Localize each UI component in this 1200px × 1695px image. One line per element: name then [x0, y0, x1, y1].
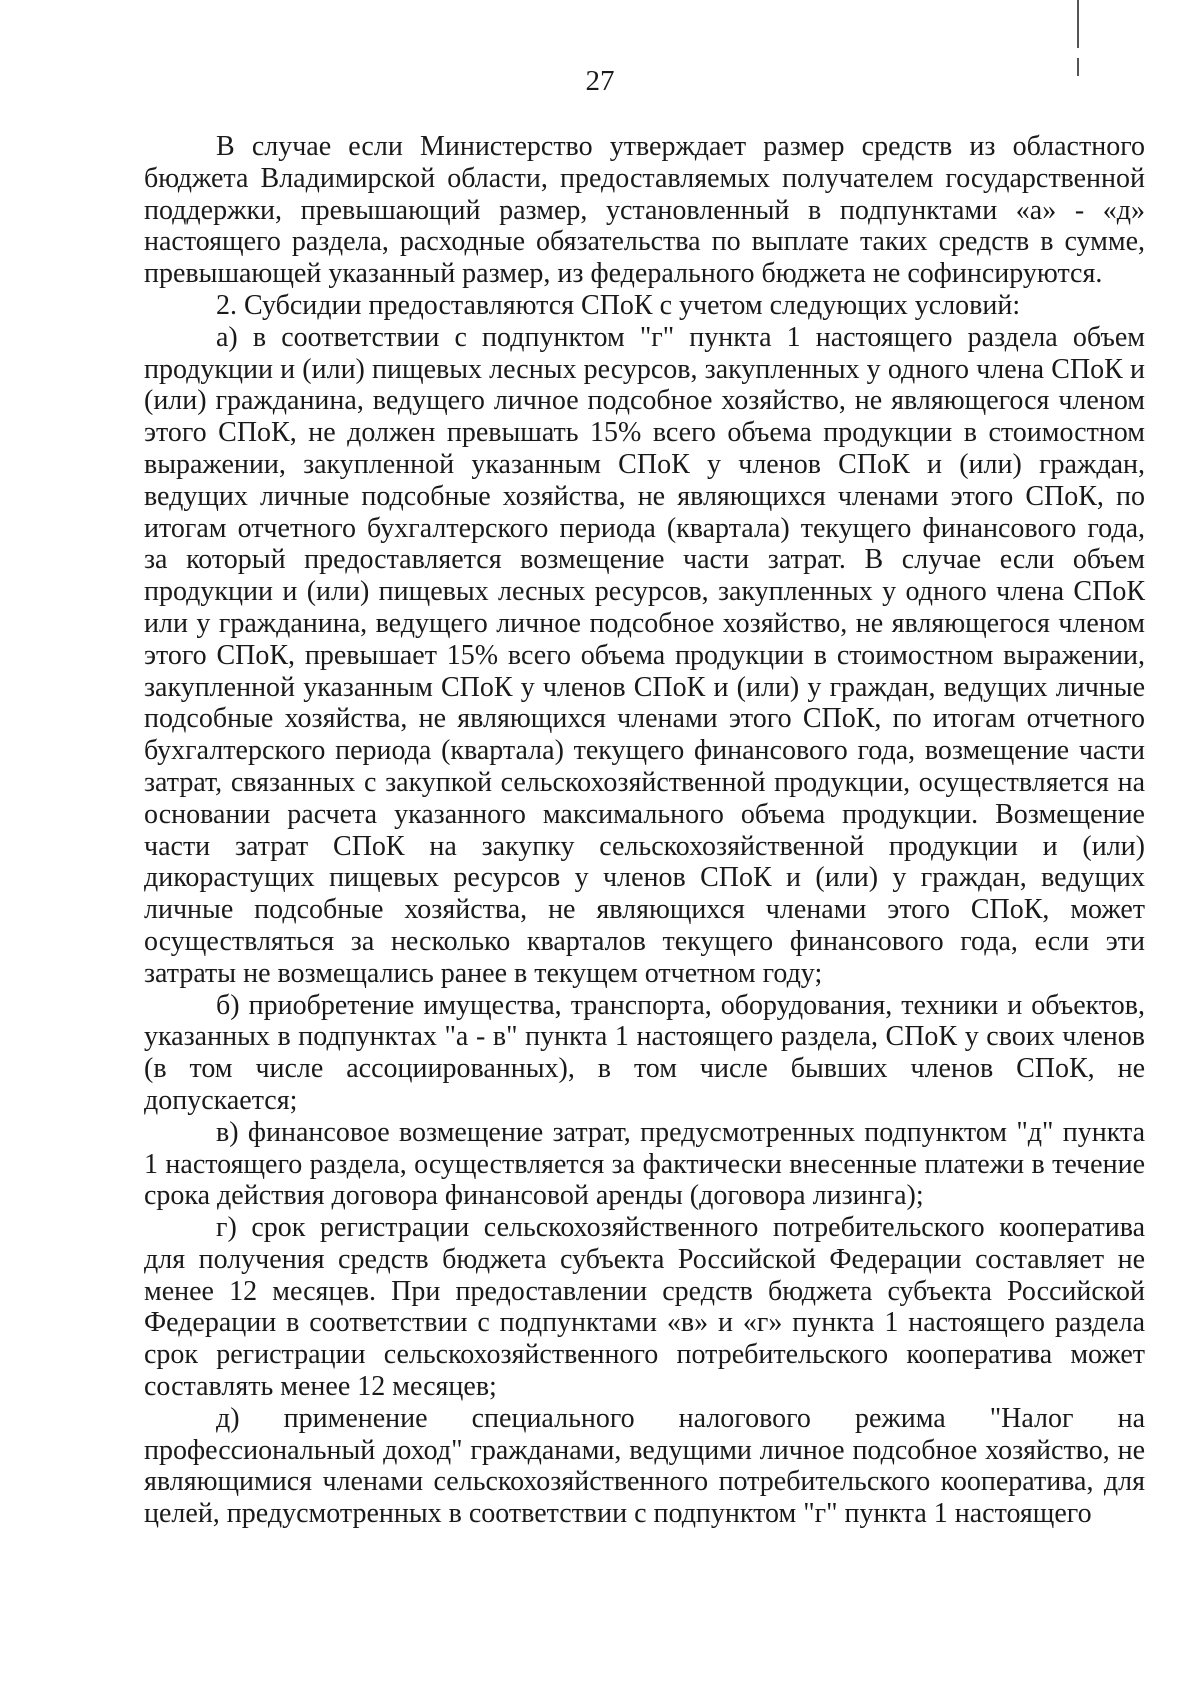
paragraph-condition-d: д) применение специального налогового режима "Налог на профессиональный доход" гражданами, ведущими личное подсобное хозяйство, не являющимися членами сельскохозяйственного потребительского кооператива, для целей, предусмотренных в соответствии с подпунктом "г" пункта 1 настоящего [144, 1402, 1145, 1530]
paragraph-budget-overrun: В случае если Министерство утверждает размер средств из областного бюджета Владимирской области, предоставляемых получателем государственной поддержки, превышающий размер, установленный в подпунктами «а» - «д» настоящего раздела, расходные обязательства по выплате таких средств в сумме, превышающей указанный размер, из федерального бюджета не софинсируются. [144, 131, 1145, 290]
scan-artifact-line [1077, 0, 1079, 48]
document-body [144, 131, 1145, 1530]
paragraph-condition-v: в) финансовое возмещение затрат, предусмотренных подпунктом "д" пункта 1 настоящего раздела, осуществляется за фактически внесенные платежи в течение срока действия договора финансовой аренды (договора лизинга); [144, 1116, 1145, 1212]
paragraph-condition-g: г) срок регистрации сельскохозяйственного потребительского кооператива для получения средств бюджета субъекта Российской Федерации составляет не менее 12 месяцев. При предоставлении средств бюджета субъекта Российской Федерации в соответствии с подпунктами «в» и «г» пункта 1 настоящего раздела срок регистрации сельскохозяйственного потребительского кооператива может составлять менее 12 месяцев; [144, 1212, 1145, 1403]
page-number: 27 [585, 65, 615, 97]
paragraph-subsidy-conditions: 2. Субсидии предоставляются СПоК с учетом следующих условий: [216, 289, 1021, 321]
paragraph-condition-a: а) в соответствии с подпунктом "г" пункта 1 настоящего раздела объем продукции и (или) пищевых лесных ресурсов, закупленных у одного члена СПоК и (или) гражданина, ведущего личное подсобное хозяйство, не являющегося членом этого СПоК, не должен превышать 15% всего объема продукции в стоимостном выражении, закупленной указанным СПоК у членов СПоК и (или) граждан, ведущих личные подсобные хозяйства, не являющихся членами этого СПоК, по итогам отчетного бухгалтерского периода (квартала) текущего финансового года, за который предоставляется возмещение части затрат. В случае если объем продукции и (или) пищевых лесных ресурсов, закупленных у одного члена СПоК или у гражданина, ведущего личное подсобное хозяйство, не являющегося членом этого СПоК, превышает 15% всего объема продукции в стоимостном выражении, закупленной указанным СПоК у членов СПоК и (или) у граждан, ведущих личные подсобные хозяйства, не являющихся членами этого СПоК, по итогам отчетного бухгалтерского периода (квартала) текущего финансового года, возмещение части затрат, связанных с закупкой сельскохозяйственной продукции, осуществляется на основании расчета указанного максимального объема продукции. Возмещение части затрат СПоК на закупку сельскохозяйственной продукции и (или) дикорастущих пищевых ресурсов у членов СПоК и (или) у граждан, ведущих личные подсобные хозяйства, не являющихся членами этого СПоК, может осуществляться за несколько кварталов текущего финансового года, если эти затраты не возмещались ранее в текущем отчетном году; [144, 321, 1145, 989]
paragraph-condition-b: б) приобретение имущества, транспорта, оборудования, техники и объектов, указанных в подпунктах "а - в" пункта 1 настоящего раздела, СПоК у своих членов (в том числе ассоциированных), в том числе бывших членов СПоК, не допускается; [144, 989, 1145, 1116]
